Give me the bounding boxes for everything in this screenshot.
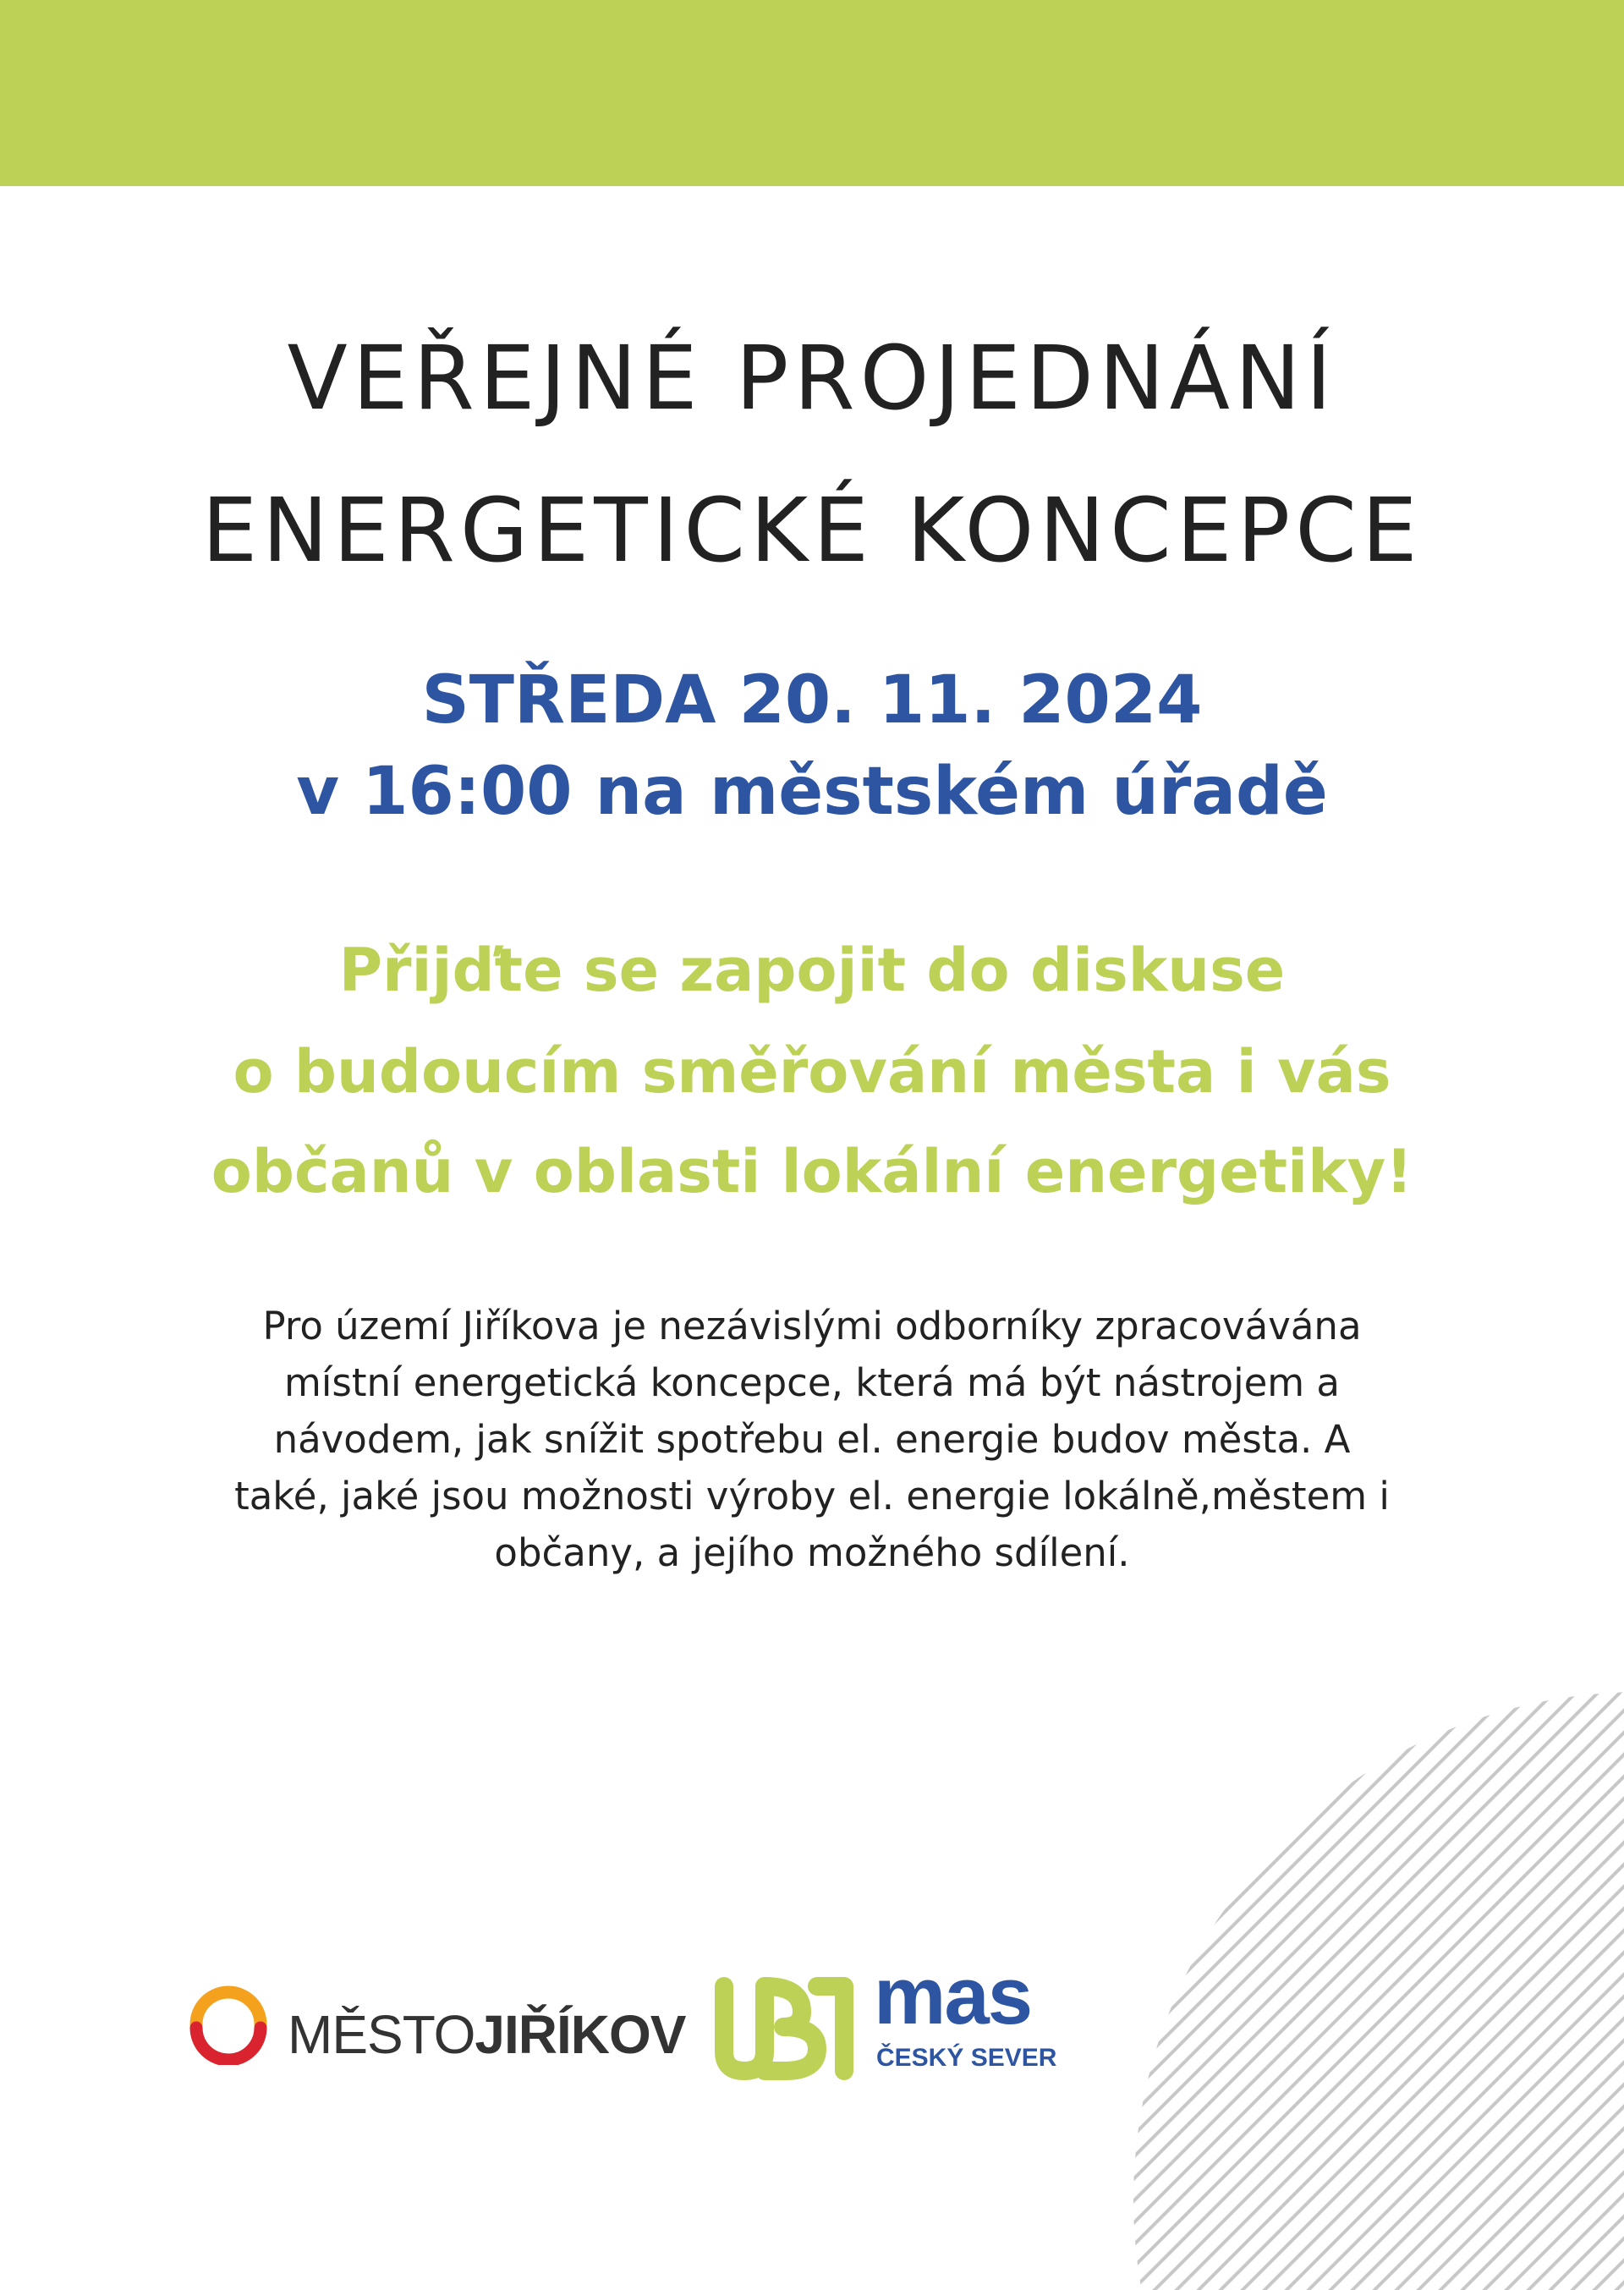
jirikov-word-jirikov: JIŘÍKOV	[475, 2004, 686, 2065]
body-line-2: místní energetická koncepce, která má být nástrojem a	[284, 1360, 1340, 1405]
ring-logo-icon	[188, 1984, 269, 2065]
hatch-line	[1100, 1641, 1429, 2290]
invite-line-3: občanů v oblasti lokální energetiky!	[211, 1137, 1413, 1206]
hatch-line	[1100, 1641, 1166, 2290]
invite-line-2: o budoucím směřování města i vás	[233, 1037, 1391, 1107]
hatch-line	[1127, 1641, 1624, 2290]
body-line-3: návodem, jak snížit spotřebu el. energie budov města. A	[273, 1417, 1351, 1462]
invite-line-1: Přijďte se zapojit do diskuse	[338, 936, 1286, 1005]
jirikov-word-mesto: MĚSTO	[288, 2004, 475, 2065]
mas-mark-icon	[709, 1971, 861, 2081]
mas-cesky-sever-logo	[709, 1951, 1089, 2098]
hatch-line	[1100, 1641, 1298, 2290]
date-line-1: STŘEDA 20. 11. 2024	[421, 662, 1203, 739]
mas-wordmark: mas	[874, 1951, 1032, 2041]
hatch-line	[1100, 1641, 1473, 2290]
date-line-2: v 16:00 na městském úřadě	[296, 754, 1328, 830]
hatch-line	[1457, 1641, 1624, 2290]
title-line-2: ENERGETICKÉ KONCEPCE	[201, 479, 1423, 582]
mesto-jirikov-logo	[188, 1971, 695, 2090]
body-line-1: Pro území Jiříkova je nezávislými odborníky zpracovávána	[262, 1304, 1362, 1348]
diagonal-hatch-decoration	[1100, 1641, 1624, 2290]
hatch-line	[1100, 1641, 1144, 2290]
body-line-4: také, jaké jsou možnosti výroby el. energie lokálně,městem i	[234, 1474, 1390, 1518]
hatch-line	[1100, 1641, 1122, 2290]
title-line-1: VEŘEJNÉ PROJEDNÁNÍ	[287, 327, 1337, 430]
body-line-5: občany, a jejího možného sdílení.	[494, 1530, 1130, 1575]
mas-subtitle: ČESKÝ SEVER	[876, 2044, 1057, 2072]
top-accent-band	[0, 0, 1624, 186]
jirikov-wordmark	[288, 2003, 685, 2066]
